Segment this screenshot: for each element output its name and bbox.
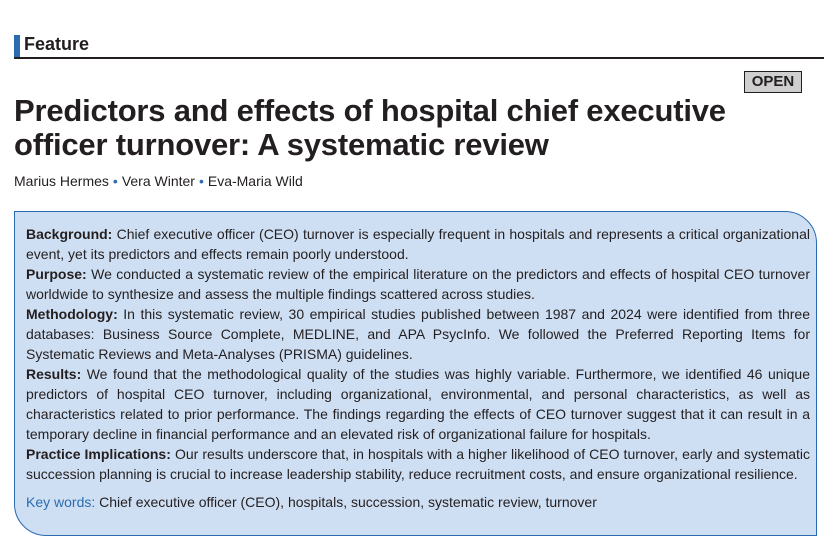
- article-title: Predictors and effects of hospital chief executive officer turnover: A systematic review: [14, 93, 726, 162]
- author-list: [14, 173, 303, 189]
- abstract-box: [14, 211, 817, 536]
- abstract-purpose: [26, 264, 810, 304]
- author-separator: •: [198, 173, 204, 189]
- abstract-background: [26, 224, 810, 264]
- author-name: Eva-Maria Wild: [207, 173, 303, 189]
- background-label: Background:: [26, 226, 113, 242]
- keywords-label: Key words:: [26, 494, 96, 510]
- author-name: Marius Hermes: [14, 173, 109, 189]
- section-accent-mark: [14, 35, 20, 57]
- methodology-text: In this systematic review, 30 empirical studies published between 1987 and 2024 were identified from three databases: Business Source Complete, MEDLINE, and APA PsycInfo. We followed the Preferred Reporting Items for Systematic Reviews and Meta-Analyses (PRISMA) guidelines.: [26, 306, 811, 362]
- keywords: [26, 492, 810, 512]
- purpose-text: We conducted a systematic review of the empirical literature on the predictors and effects of hospital CEO turnover worldwide to synthesize and assess the multiple findings scattered across studies.: [26, 266, 810, 302]
- keywords-text: Chief executive officer (CEO), hospitals, succession, systematic review, turnover: [99, 494, 597, 510]
- section-header: [14, 33, 824, 59]
- abstract-results: [26, 364, 810, 444]
- author-separator: •: [112, 173, 118, 189]
- abstract-methodology: [26, 304, 810, 364]
- practice-text: Our results underscore that, in hospitals with a higher likelihood of CEO turnover, early and systematic succession planning is crucial to increase leadership stability, reduce recruitment costs, and ensure organizational resilience.: [26, 446, 811, 482]
- open-access-badge: OPEN: [744, 71, 802, 93]
- results-text: We found that the methodological quality of the studies was highly variable. Furthermore, we identified 46 unique predictors of hospital CEO turnover, including organizational, environmental, and personal characteristics, as well as characteristics related to prior performance. The findings regarding the effects of CEO turnover suggest that it can result in a temporary decline in financial performance and an elevated risk of organizational failure for hospitals.: [26, 366, 810, 442]
- abstract-practice-implications: [26, 444, 810, 484]
- background-text: Chief executive officer (CEO) turnover is especially frequent in hospitals and represents a critical organizational event, yet its predictors and effects remain poorly understood.: [26, 226, 810, 262]
- practice-label: Practice Implications:: [26, 446, 171, 462]
- methodology-label: Methodology:: [26, 306, 118, 322]
- results-label: Results:: [26, 366, 82, 382]
- author-name: Vera Winter: [121, 173, 195, 189]
- section-label: Feature: [24, 34, 90, 54]
- purpose-label: Purpose:: [26, 266, 87, 282]
